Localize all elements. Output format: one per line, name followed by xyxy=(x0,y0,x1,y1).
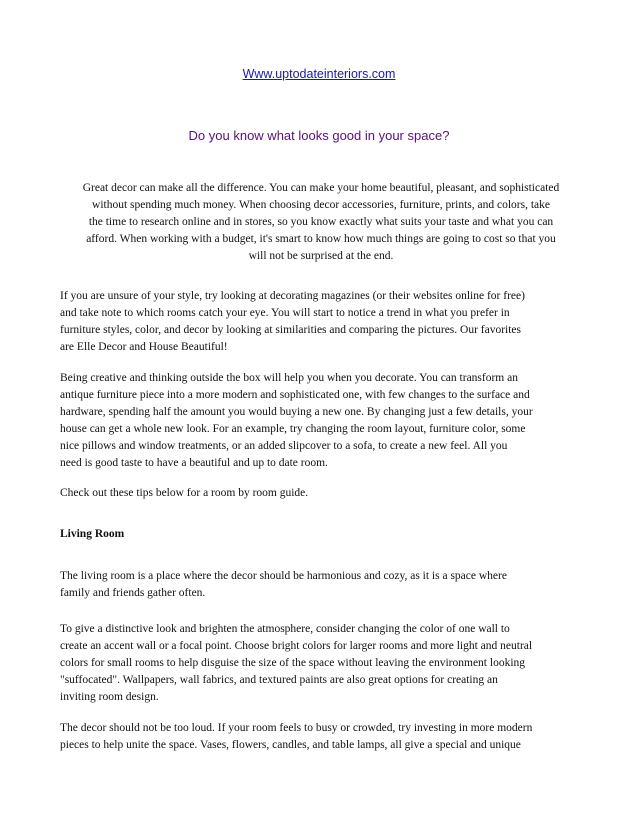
paragraph-line: If you are unsure of your style, try looking at decorating magazines (or their websites online for free) xyxy=(60,290,525,302)
paragraph-line: Check out these tips below for a room by room guide. xyxy=(60,487,309,499)
paragraph-line: "suffocated". Wallpapers, wall fabrics, and textured paints are also great options for creating an xyxy=(60,674,498,686)
paragraph-line: house can get a whole new look. For an example, try changing the room layout, furniture color, some xyxy=(60,423,526,435)
paragraph-line: without spending much money. When choosing decor accessories, furniture, prints, and colors, take xyxy=(92,199,550,211)
intro-paragraph xyxy=(60,180,582,265)
paragraph-line: need is good taste to have a beautiful and up to date room. xyxy=(60,457,328,469)
paragraph-line: colors for small rooms to help disguise the size of the space without leaving the environment looking xyxy=(60,657,526,669)
style-paragraph xyxy=(60,288,582,356)
paragraph-line: To give a distinctive look and brighten the atmosphere, consider changing the color of one wall to xyxy=(60,623,510,635)
paragraph-line: hardware, spending half the amount you would buying a new one. By changing just a few details, your xyxy=(60,406,533,418)
paragraph-line: The living room is a place where the decor should be harmonious and cozy, as it is a space where xyxy=(60,570,507,582)
website-url-link[interactable]: Www.uptodateinteriors.com xyxy=(242,67,396,81)
paragraph-line: The decor should not be too loud. If your room feels to busy or crowded, try investing in more modern xyxy=(60,722,533,734)
section-heading: Living Room xyxy=(60,528,125,540)
page-title: Do you know what looks good in your space? xyxy=(188,128,450,143)
paragraph-line: nice pillows and window treatments, or an added slipcover to a sofa, to create a new feel. All you xyxy=(60,440,508,452)
paragraph-line: afford. When working with a budget, it's smart to know how much things are going to cost so that you xyxy=(86,233,556,245)
decor-paragraph xyxy=(60,720,582,754)
creative-paragraph xyxy=(60,370,582,472)
paragraph-line: and take note to which rooms catch your eye. You will start to notice a trend in what you prefer in xyxy=(60,307,510,319)
paragraph-line: Being creative and thinking outside the box will help you when you decorate. You can transform an xyxy=(60,372,518,384)
living-room-heading xyxy=(60,526,582,543)
paragraph-line: are Elle Decor and House Beautiful! xyxy=(60,341,228,353)
tips-intro-paragraph xyxy=(60,485,582,502)
paragraph-line: will not be surprised at the end. xyxy=(248,250,394,262)
paragraph-line: pieces to help unite the space. Vases, flowers, candles, and table lamps, all give a special and unique xyxy=(60,739,521,751)
accent-wall-paragraph xyxy=(60,621,582,706)
paragraph-line: furniture styles, color, and decor by looking at similarities and comparing the pictures. Our favorites xyxy=(60,324,522,336)
paragraph-line: antique furniture piece into a more modern and sophisticated one, with few changes to the surface and xyxy=(60,389,530,401)
paragraph-line: family and friends gather often. xyxy=(60,587,206,599)
paragraph-line: the time to research online and in stores, so you know exactly what suits your taste and what you can xyxy=(88,216,554,228)
paragraph-line: inviting room design. xyxy=(60,691,159,703)
paragraph-line: create an accent wall or a focal point. Choose bright colors for larger rooms and more light and neutral xyxy=(60,640,533,652)
living-room-paragraph xyxy=(60,568,582,602)
paragraph-line: Great decor can make all the difference. You can make your home beautiful, pleasant, and sophisticated xyxy=(82,182,560,194)
